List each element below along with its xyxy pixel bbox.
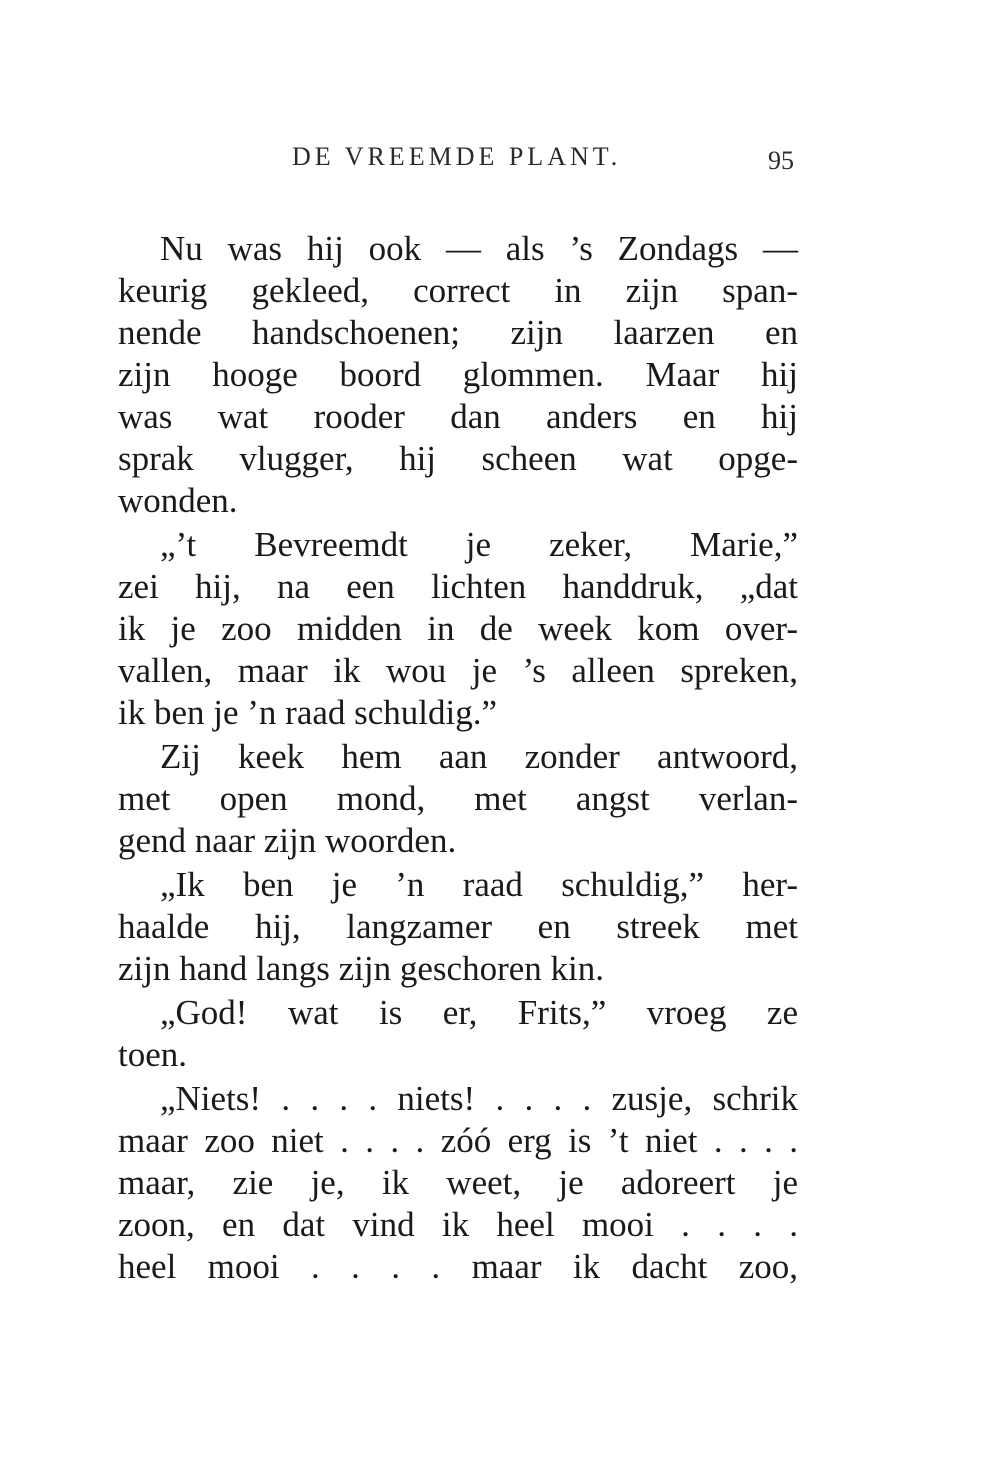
text-line: „Ik ben je ’n raad schuldig,” her-	[160, 865, 798, 904]
text-line: toen.	[118, 1035, 188, 1074]
text-line: maar, zie je, ik weet, je adoreert je	[118, 1163, 798, 1202]
text-line: Nu was hij ook — als ’s Zondags —	[160, 229, 798, 268]
text-line: nende handschoenen; zijn laarzen en	[118, 313, 798, 352]
text-line: vallen, maar ik wou je ’s alleen spreken,	[118, 651, 798, 690]
text-line: heel mooi . . . . maar ik dacht zoo,	[118, 1247, 798, 1286]
text-line: zijn hand langs zijn geschoren kin.	[118, 949, 604, 988]
text-line: zei hij, na een lichten handdruk, „dat	[118, 567, 798, 606]
text-line: wonden.	[118, 481, 238, 520]
text-line: „Niets! . . . . niets! . . . . zusje, schrik	[160, 1079, 798, 1118]
text-line: „God! wat is er, Frits,” vroeg ze	[160, 993, 798, 1032]
body-text	[118, 228, 798, 1288]
running-title: DE VREEMDE PLANT.	[292, 142, 622, 171]
text-line: gend naar zijn woorden.	[118, 821, 457, 860]
text-line: Zij keek hem aan zonder antwoord,	[160, 737, 798, 776]
text-line: sprak vlugger, hij scheen wat opge-	[118, 439, 798, 478]
text-line: keurig gekleed, correct in zijn span-	[118, 271, 798, 310]
text-line: zijn hooge boord glommen. Maar hij	[118, 355, 798, 394]
text-line: haalde hij, langzamer en streek met	[118, 907, 798, 946]
text-line: zoon, en dat vind ik heel mooi . . . .	[118, 1205, 798, 1244]
page-number: 95	[768, 146, 794, 175]
text-line: met open mond, met angst verlan-	[118, 779, 798, 818]
text-line: was wat rooder dan anders en hij	[118, 397, 798, 436]
text-line: „’t Bevreemdt je zeker, Marie,”	[160, 525, 798, 564]
text-line: maar zoo niet . . . . zóó erg is ’t niet . . . .	[118, 1121, 798, 1160]
text-line: ik je zoo midden in de week kom over-	[118, 609, 798, 648]
text-line: ik ben je ’n raad schuldig.”	[118, 693, 498, 732]
running-head	[0, 142, 1000, 182]
